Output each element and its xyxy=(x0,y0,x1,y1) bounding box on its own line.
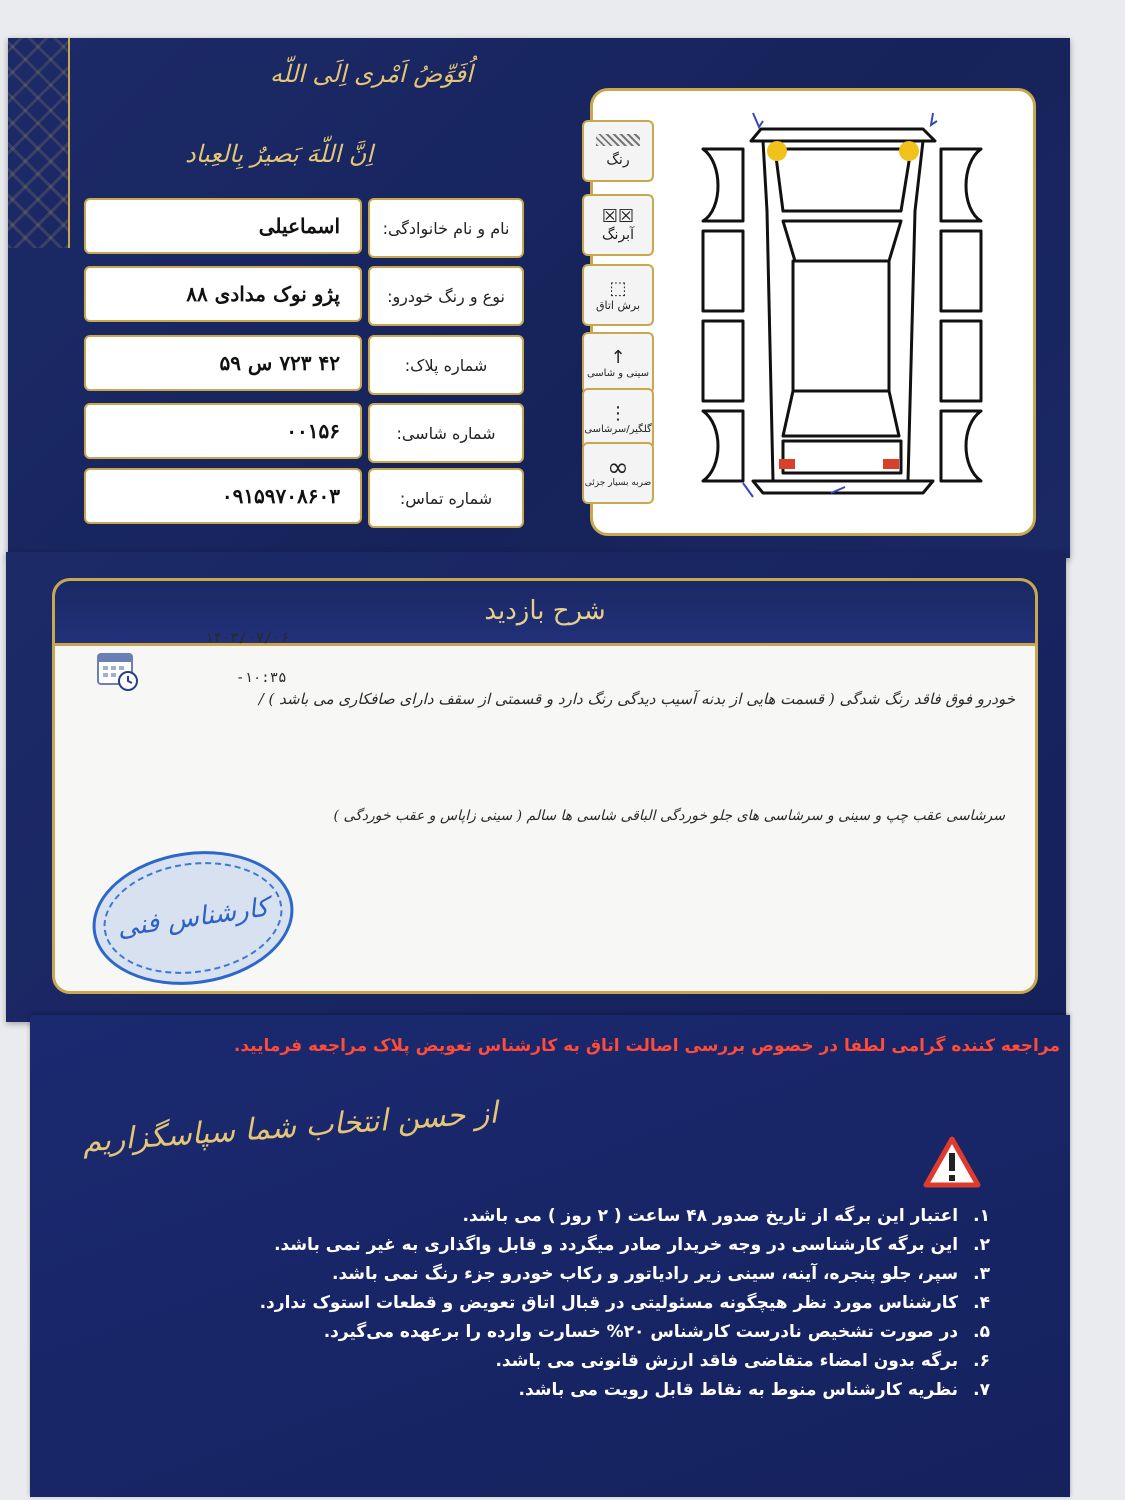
term-item xyxy=(170,1231,990,1260)
term-item xyxy=(170,1202,990,1231)
header-verse-bottom: اِنَّ اللّهَ بَصيرٌ بِالعِباد xyxy=(185,140,374,168)
legend-chassis-label: سینی و شاسی xyxy=(586,367,650,379)
term-number: ۵. xyxy=(973,1322,990,1342)
calendar-icon xyxy=(96,648,136,688)
plate-office-notice: مراجعه کننده گرامی لطفا در خصوص بررسی اصالت اتاق به کارشناس تعویض پلاک مراجعه فرمایید. xyxy=(233,1036,1060,1056)
field-value-car xyxy=(84,266,362,322)
term-text: این برگه کارشناسی در وجه خریدار صادر میگردد و قابل واگذاری به غیر نمی باشد. xyxy=(274,1235,959,1255)
warning-icon xyxy=(922,1135,982,1189)
legend-minor-hit-label: ضربه بسیار جزئی xyxy=(584,478,652,488)
chassis-value-text: ۰۰۱۵۶ xyxy=(286,419,340,443)
field-label-chassis: شماره شاسی: xyxy=(368,403,524,463)
car-diagram-panel xyxy=(590,88,1036,536)
term-number: ۲. xyxy=(973,1235,990,1255)
legend-chassis xyxy=(582,332,654,394)
term-number: ۶. xyxy=(973,1351,990,1371)
term-number: ۳. xyxy=(973,1264,990,1284)
cut-frame-icon: ⬚ xyxy=(609,277,627,299)
terms-list xyxy=(170,1202,990,1405)
field-label-phone: شماره تماس: xyxy=(368,468,524,528)
legend-paint-label: رنگ xyxy=(606,152,630,168)
legend-water-paint xyxy=(582,194,654,256)
term-item xyxy=(170,1376,990,1405)
headlight-right-mark xyxy=(899,141,919,161)
term-text: کارشناس مورد نظر هیچگونه مسئولیتی در قبال اتاق تعویض و قطعات استوک ندارد. xyxy=(259,1293,959,1313)
term-number: ۴. xyxy=(973,1293,990,1313)
term-item xyxy=(170,1318,990,1347)
x-boxes-icon: ☒☒ xyxy=(601,206,635,227)
hatch-icon xyxy=(596,134,640,146)
term-text: برگه بدون امضاء متقاضی فاقد ارزش قانونی می باشد. xyxy=(495,1351,959,1371)
inspection-note-body: خودرو فوق فاقد رنگ شدگی ( قسمت هایی از بدنه آسیب دیدگی رنگ دارد و قسمتی از سقف دارای صافکاری می باشد ) / xyxy=(258,690,1015,708)
field-label-plate: شماره پلاک: xyxy=(368,335,524,395)
term-number: ۷. xyxy=(973,1380,990,1400)
car-body-diagram xyxy=(593,91,1033,533)
term-item xyxy=(170,1260,990,1289)
legend-room-cut xyxy=(582,264,654,326)
field-value-name xyxy=(84,198,362,254)
field-value-plate xyxy=(84,335,362,391)
header-verse-top: اُفَوِّضُ اَمْرى اِلَى اللّه xyxy=(270,60,473,88)
legend-water-paint-label: آبرنگ xyxy=(602,227,634,243)
term-item xyxy=(170,1347,990,1376)
stamp-text: کارشناس فنی xyxy=(115,892,271,944)
description-title: شرح بازدید xyxy=(484,596,606,626)
field-label-car: نوع و رنگ خودرو: xyxy=(368,266,524,326)
dotted-line-icon: ⋮ xyxy=(609,402,627,424)
term-text: نظریه کارشناس منوط به نقاط قابل رویت می باشد. xyxy=(518,1380,959,1400)
term-item xyxy=(170,1289,990,1318)
decorative-pattern xyxy=(8,38,70,248)
inspection-date: ۱۴۰۳/۰۷/۰۶ xyxy=(205,630,290,646)
term-text: در صورت تشخیص نادرست کارشناس ۲۰% خسارت وارده را برعهده می‌گیرد. xyxy=(323,1322,959,1342)
arrow-up-icon: ↑ xyxy=(610,346,626,368)
taillight-right-mark xyxy=(883,459,899,469)
name-value-text: اسماعیلی xyxy=(258,214,340,238)
legend-fender xyxy=(582,388,654,450)
car-value-text: پژو نوک مدادی ۸۸ xyxy=(186,282,340,306)
headlight-left-mark xyxy=(767,141,787,161)
legend-fender-label: گلگیر/سرشاسی xyxy=(584,423,652,435)
field-label-name: نام و نام خانوادگی: xyxy=(368,198,524,258)
phone-value-text: ۰۹۱۵۹۷۰۸۶۰۳ xyxy=(221,484,340,508)
inspection-note-chassis: سرشاسی عقب چپ و سینی و سرشاسی های جلو خوردگی الباقی شاسی ها سالم ( سینی زاپاس و عقب خوردگی ) xyxy=(333,808,1005,824)
plate-value-text: ۴۲ ۷۲۳ س ۵۹ xyxy=(219,351,340,375)
field-value-chassis xyxy=(84,403,362,459)
taillight-left-mark xyxy=(779,459,795,469)
inspection-time: ۱۰:۳۵- xyxy=(236,670,287,686)
field-value-phone xyxy=(84,468,362,524)
thanks-message: از حسن انتخاب شما سپاسگزاریم xyxy=(81,1095,499,1160)
legend-paint xyxy=(582,120,654,182)
term-number: ۱. xyxy=(973,1206,990,1226)
legend-room-cut-label: برش اتاق xyxy=(595,298,641,312)
legend-minor-hit xyxy=(582,442,654,504)
term-text: سپر، جلو پنجره، آینه، سینی زیر رادیاتور و رکاب خودرو جزء رنگ نمی باشد. xyxy=(332,1264,959,1284)
term-text: اعتبار این برگه از تاریخ صدور ۴۸ ساعت ( ۲ روز ) می باشد. xyxy=(462,1206,959,1226)
infinity-icon: ∞ xyxy=(607,453,629,483)
